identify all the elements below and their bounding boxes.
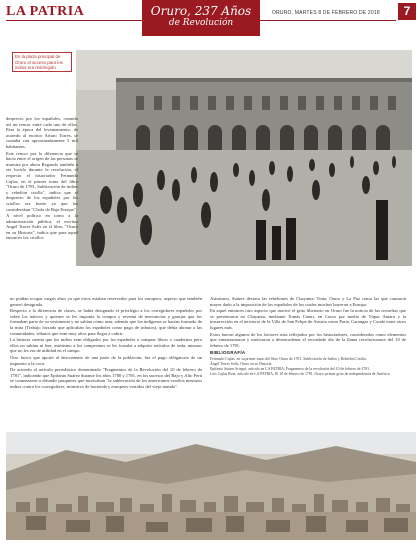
bibliography-title: BIBLIOGRAFÍA — [210, 350, 246, 356]
page-number: 7 — [398, 3, 416, 20]
historic-plaza-photo — [76, 50, 412, 266]
page-header — [0, 0, 420, 28]
bibliography-entry: Fernando Cajías, en su primer tomo del libro Oruro de 1781: Sublevación de Indios y Rebelión Criolla. — [210, 356, 367, 361]
article-paragraph: no podían ocupar cargos altos ya que estos estaban reservados para los europeos, aspecto que también generó desagrado. — [10, 296, 202, 307]
plaza-illustration — [76, 50, 412, 266]
banner-subtitle: de Revolución — [168, 18, 234, 28]
cutout-paragraph: Este rencor por la diferencia que se hacía entre el origen de las personas se muestra por ahora Regando también a ser lucirlo durante la revolución, el respecto el historiador Fernando Cajías, en el primer tomo del libro "Oruro de 1781, Sublevación de indios y rebelión criolla", indica que el desprecio de los españoles por los criollos era fuerte ya que los consideraban "Chola de Baja Europa". — [6, 150, 78, 212]
article-paragraph: Estos fueron algunos de los factores más reflejados por los historiadores, considerados como elementos que entusiasmaron y motivaron a desencadenar el recordado día de la llama revolucionaria del 10 de febrero de 1781. — [210, 331, 406, 348]
cutout-paragraph: desprecio por los españoles, creando así un rencor entre cada uno de ellos. Para la época del levantamiento, de acuerdo al escritor Arturo Torres, se contaba con aproximadamente 5 mil habitantes. — [6, 116, 78, 149]
article-paragraph: Respecto a la diferencia de clases, se había designado el privilegio a los corregidores españoles por sobre los nativos y quienes se les imponía la compra y reventa de mercancías y granjas que los formaban parte de su vestimenta y no sabían cómo usar, además que los indígenas se hacían formado de la mita (Trabajo forzado que aplicaban los españoles como pago de tributos), que debía abonar a las comunidades, tributos que eran muy altos para llegar a cubrir. — [10, 308, 202, 336]
city-panorama-photo — [6, 432, 416, 540]
bibliography-entry: Ángel Torres Solís, Oruro en su Historia. — [210, 361, 273, 366]
cutout-text-column — [6, 116, 78, 296]
article-paragraph: La historia cuenta que los indios eran obligados por los españoles a comprar libros o cuadernos pero ellos no sabían ni leer, asimismo a los campesinos se les forzaba a adquirir artículos de seda, mismos que no les era de utilidad en el campo. — [10, 337, 202, 354]
photo-caption: En la plaza principal de Oruro el acceso para los indios era restringido — [12, 52, 72, 72]
article-paragraph: Asimismo, Suárez destaca las rebeliones de Chayanta, Tinta, Oruro y La Paz como las que causaron mayor daño a la imposición de los españoles de los cuales muchos huyeron a Europa. — [210, 296, 406, 307]
article-column-left — [10, 296, 202, 391]
bibliography-entry: Epifanio Suárez Sriegui, artículo en LA PATRIA, Fragmentos de la revolución del 10 de febrero de 1781. — [210, 366, 371, 371]
article-paragraph: Otro factor que aportó al descontento de una parte de la población, fue el pago obligatorio de un impuesto a la coca. — [10, 354, 202, 366]
dateline: ORURO, MARTES 8 DE FEBRERO DE 2018 — [272, 10, 380, 16]
city-illustration — [6, 432, 416, 540]
anniversary-banner — [142, 0, 260, 36]
newspaper-masthead: LA PATRIA — [6, 4, 85, 19]
article-column-right — [210, 296, 406, 377]
article-paragraph: En aquel entonces otro aspecto que motivó el grito libertario en Oruro fue la noticia de las revueltas que se presentaron en Chayanta, mediante Tomás Catari, en Cusco por medio de Túpac Amaru y la insurrección en el territorio de la Villa de San Felipe de Austria como Paria, Carangas y Condo entre otros lugares más. — [210, 308, 406, 330]
bibliography-entry: Luis Cajías Ruiz, artículo en LA PATRIA, El 10 de febrero de 1781, Oruro, primer grito de independencia de América. — [210, 371, 391, 376]
cutout-paragraph: A nivel político en torno a la administración pública, el escritor Angel Torres Solís en el libro, "Oruro en su Historia", indica que para aquel entonces los criollos — [6, 213, 78, 241]
banner-title: Oruro, 237 Años — [150, 4, 252, 18]
article-paragraph: De acuerdo al artículo periodístico denominado "Fragmentos de la Revolución del 10 de febrero de 1781", indicando que Epifanio Suárez durante los años 1780 y 1781, en los sucesos del Bajo y Alto Perú se comenzaron a difundir pasquines que motivaban "la sublevación de los americanos-criollos mestizos indios contra los corregidores, ministros de hacienda y europeos vestidos del viejo mundo". — [10, 367, 202, 389]
